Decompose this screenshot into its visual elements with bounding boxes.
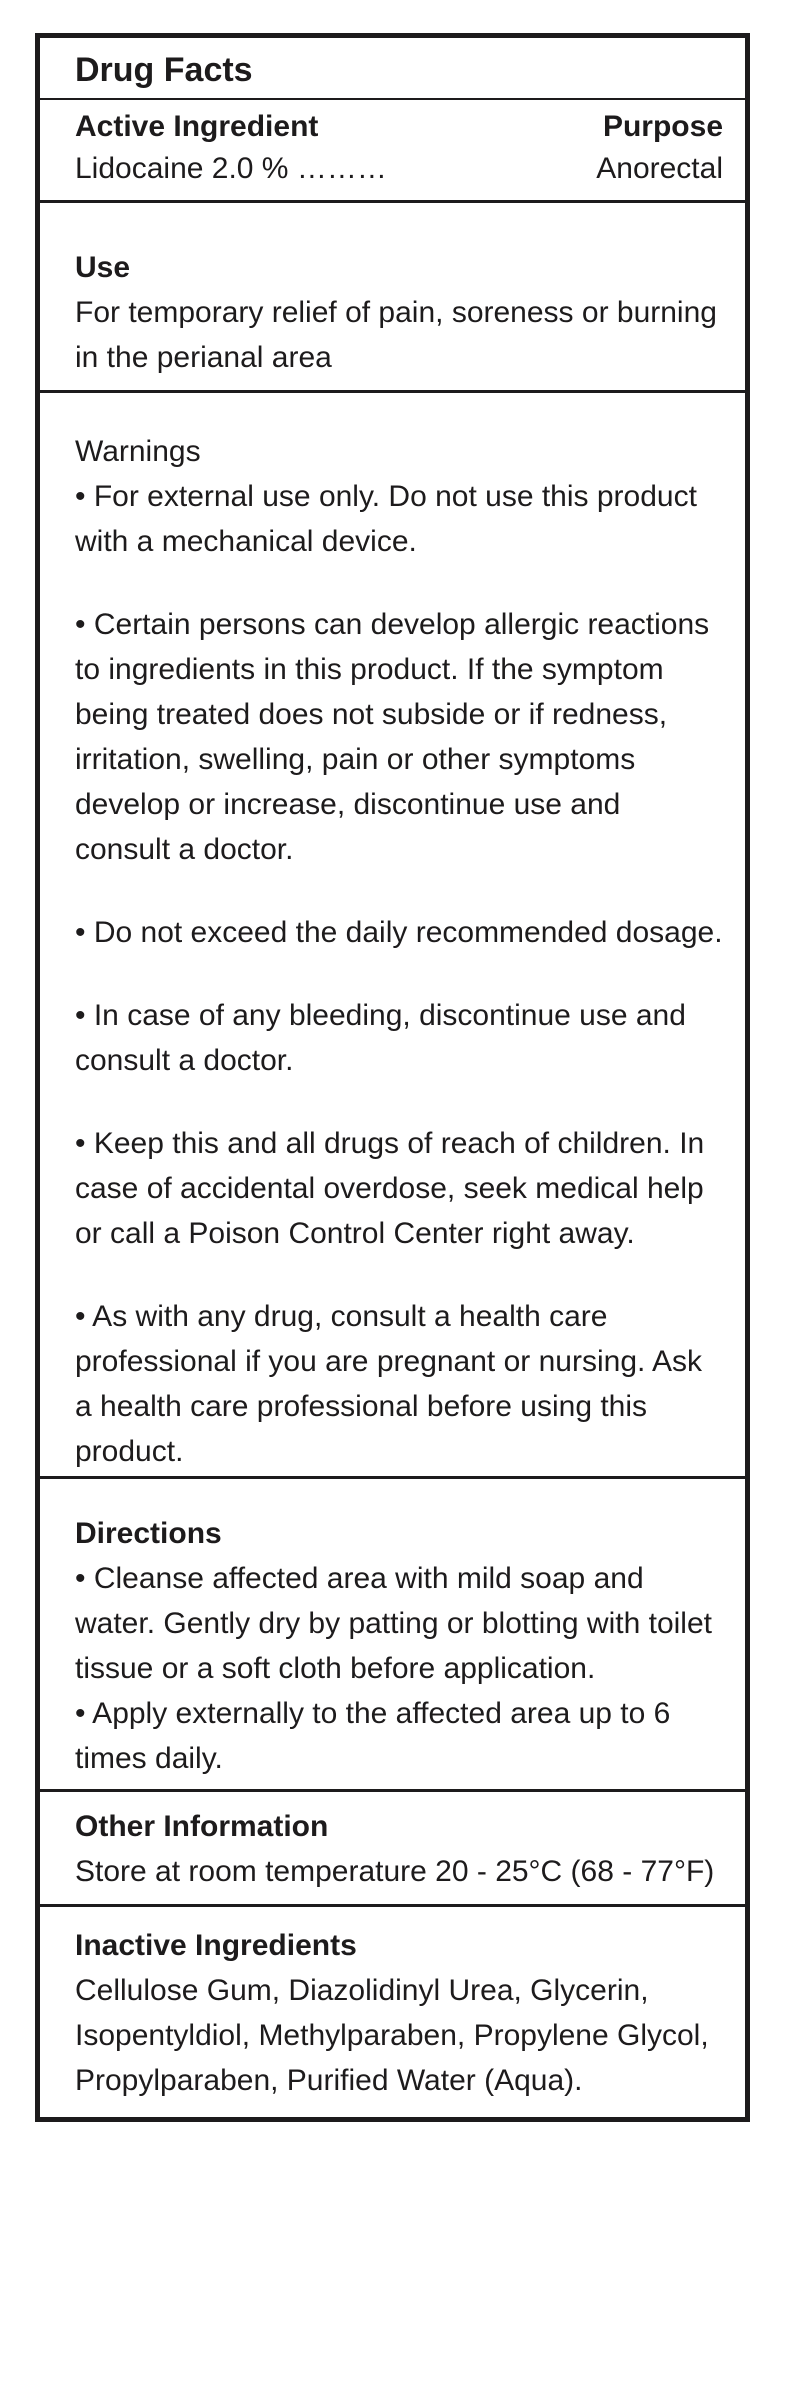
section-inactive-ingredients — [40, 1904, 745, 2117]
warnings-list — [75, 474, 723, 1474]
section-active-ingredient — [40, 100, 745, 200]
warning-item: • For external use only. Do not use this product with a mechanical device. — [75, 480, 697, 558]
warning-item: • As with any drug, consult a health care professional if you are pregnant or nursing. Ask a health care professional before using this product. — [75, 1300, 703, 1468]
use-text: For temporary relief of pain, soreness or burning in the perianal area — [75, 296, 717, 374]
warning-item: • In case of any bleeding, discontinue use and consult a doctor. — [75, 999, 686, 1077]
inactive-ingredients-heading: Inactive Ingredients — [75, 1929, 357, 1962]
active-ingredient-value-row — [75, 148, 723, 190]
other-information-text: Store at room temperature 20 - 25°C (68 - 77°F) — [75, 1855, 715, 1888]
direction-item: • Apply externally to the affected area up to 6 times daily. — [75, 1697, 671, 1775]
other-information-heading: Other Information — [75, 1810, 329, 1843]
directions-list — [75, 1556, 723, 1781]
section-use — [40, 200, 745, 390]
active-ingredient-heading: Active Ingredient — [75, 110, 319, 143]
section-warnings — [40, 390, 745, 1476]
directions-heading: Directions — [75, 1517, 222, 1550]
active-ingredient-header-row — [75, 106, 723, 148]
section-other-information — [40, 1789, 745, 1904]
section-drug-facts — [40, 38, 745, 100]
direction-item: • Cleanse affected area with mild soap and water. Gently dry by patting or blotting with toilet tissue or a soft cloth before application. — [75, 1562, 712, 1685]
warnings-heading: Warnings — [75, 435, 201, 468]
purpose-value: Anorectal — [596, 152, 723, 185]
use-heading: Use — [75, 251, 131, 284]
inactive-ingredients-text: Cellulose Gum, Diazolidinyl Urea, Glycerin, Isopentyldiol, Methylparaben, Propylene Glycol, Propylparaben, Purified Water (Aqua). — [75, 1974, 709, 2097]
drug-facts-label — [35, 33, 750, 2122]
purpose-heading: Purpose — [602, 110, 723, 143]
active-ingredient-value: Lidocaine 2.0 % ……… — [75, 152, 387, 185]
warning-item: • Keep this and all drugs of reach of children. In case of accidental overdose, seek medical help or call a Poison Control Center right away. — [75, 1127, 705, 1250]
drug-facts-title: Drug Facts — [75, 51, 253, 89]
warning-item: • Do not exceed the daily recommended dosage. — [75, 916, 723, 949]
section-directions — [40, 1476, 745, 1789]
warning-item: • Certain persons can develop allergic reactions to ingredients in this product. If the symptom being treated does not subside or if redness, irritation, swelling, pain or other symptoms develop or increase, discontinue use and consult a doctor. — [75, 608, 710, 866]
